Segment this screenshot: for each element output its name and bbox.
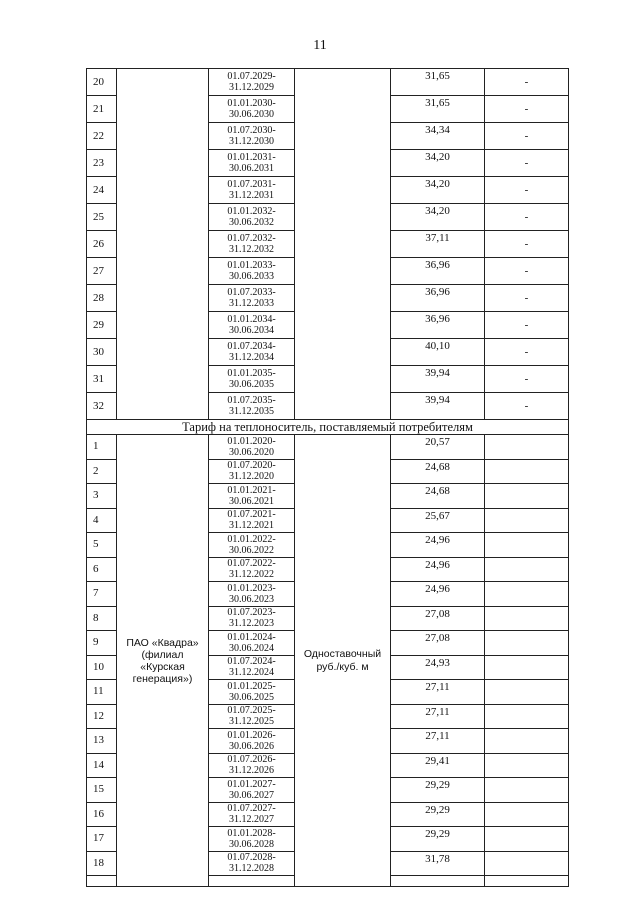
period-cell — [209, 704, 295, 729]
period-end: 31.12.2032 — [229, 244, 274, 255]
period-cell — [209, 393, 295, 420]
row-number — [87, 876, 117, 887]
row-number: 10 — [87, 655, 117, 680]
period-cell — [209, 150, 295, 177]
period-start: 01.07.2021- — [227, 509, 276, 521]
tariff-value: 36,96 — [391, 285, 485, 312]
tariff-value: 36,96 — [391, 258, 485, 285]
unit-line: Одноставочный — [303, 647, 382, 660]
period-cell — [209, 177, 295, 204]
empty-cell — [485, 876, 569, 887]
period-end: 31.12.2030 — [229, 136, 274, 147]
period-cell — [209, 435, 295, 460]
tariff-value: 24,93 — [391, 655, 485, 680]
period-cell — [209, 582, 295, 607]
period-start: 01.07.2026- — [227, 754, 276, 766]
org-cell-continued — [117, 69, 209, 420]
unit-cell-continued — [295, 69, 391, 420]
page-number: 11 — [313, 38, 327, 53]
second-value: - — [485, 123, 569, 150]
period-start: 01.07.2020- — [227, 460, 276, 472]
row-number: 27 — [87, 258, 117, 285]
period-end: 31.12.2021 — [229, 520, 274, 532]
period-cell — [209, 484, 295, 509]
period-start: 01.01.2026- — [227, 729, 276, 741]
period-cell — [209, 729, 295, 754]
row-number: 17 — [87, 827, 117, 852]
organization-cell — [117, 435, 209, 887]
period-start: 01.01.2030- — [227, 98, 276, 109]
period-end: 31.12.2027 — [229, 814, 274, 826]
row-number: 14 — [87, 753, 117, 778]
period-end: 31.12.2024 — [229, 667, 274, 679]
period-end: 30.06.2035 — [229, 379, 274, 390]
tariff-value: 39,94 — [391, 366, 485, 393]
period-start: 01.01.2032- — [227, 206, 276, 217]
empty-cell — [485, 680, 569, 705]
period-end: 31.12.2034 — [229, 352, 274, 363]
tariff-value — [391, 876, 485, 887]
period-cell — [209, 631, 295, 656]
period-end: 31.12.2026 — [229, 765, 274, 777]
period-cell — [209, 96, 295, 123]
second-value: - — [485, 339, 569, 366]
period-end: 31.12.2023 — [229, 618, 274, 630]
tariff-value: 24,68 — [391, 459, 485, 484]
period-cell — [209, 753, 295, 778]
row-number: 1 — [87, 435, 117, 460]
row-number: 29 — [87, 312, 117, 339]
period-end: 30.06.2020 — [229, 446, 274, 458]
tariff-value: 29,41 — [391, 753, 485, 778]
period-end: 30.06.2026 — [229, 740, 274, 752]
org-name-line: «Курская — [140, 660, 185, 673]
second-value: - — [485, 312, 569, 339]
period-start: 01.07.2030- — [227, 125, 276, 136]
row-number: 8 — [87, 606, 117, 631]
row-number: 25 — [87, 204, 117, 231]
org-name-line: ПАО «Квадра» — [126, 636, 199, 649]
period-cell — [209, 312, 295, 339]
row-number: 16 — [87, 802, 117, 827]
period-cell — [209, 339, 295, 366]
row-number: 22 — [87, 123, 117, 150]
empty-cell — [485, 435, 569, 460]
empty-cell — [485, 582, 569, 607]
tariff-value: 27,08 — [391, 606, 485, 631]
period-start: 01.07.2035- — [227, 395, 276, 406]
period-cell — [209, 459, 295, 484]
tariff-value: 29,29 — [391, 827, 485, 852]
period-end: 31.12.2029 — [229, 82, 274, 93]
period-start: 01.07.2022- — [227, 558, 276, 570]
period-start: 01.07.2025- — [227, 705, 276, 717]
period-start: 01.07.2027- — [227, 803, 276, 815]
period-start: 01.07.2031- — [227, 179, 276, 190]
org-name-line: (филиал — [141, 648, 184, 661]
empty-cell — [485, 753, 569, 778]
period-end: 30.06.2021 — [229, 495, 274, 507]
period-cell — [209, 680, 295, 705]
period-end: 30.06.2022 — [229, 544, 274, 556]
tariff-value: 40,10 — [391, 339, 485, 366]
empty-cell — [485, 508, 569, 533]
period-end: 30.06.2025 — [229, 691, 274, 703]
empty-cell — [485, 631, 569, 656]
table-row — [87, 69, 569, 96]
tariff-value: 39,94 — [391, 393, 485, 420]
second-value: - — [485, 150, 569, 177]
section-title: Тариф на теплоноситель, поставляемый потребителям — [87, 420, 569, 435]
period-start: 01.01.2031- — [227, 152, 276, 163]
tariff-value: 34,34 — [391, 123, 485, 150]
row-number: 32 — [87, 393, 117, 420]
row-number: 3 — [87, 484, 117, 509]
section-header-row — [87, 420, 569, 435]
period-end: 30.06.2024 — [229, 642, 274, 654]
period-start: 01.07.2034- — [227, 341, 276, 352]
table-row — [87, 435, 569, 460]
row-number: 31 — [87, 366, 117, 393]
period-cell — [209, 69, 295, 96]
period-start: 01.07.2033- — [227, 287, 276, 298]
empty-cell — [485, 484, 569, 509]
second-value: - — [485, 393, 569, 420]
empty-cell — [485, 851, 569, 876]
tariff-value: 31,65 — [391, 96, 485, 123]
second-value: - — [485, 285, 569, 312]
tariff-value: 24,96 — [391, 557, 485, 582]
tariff-value: 37,11 — [391, 231, 485, 258]
period-end: 30.06.2031 — [229, 163, 274, 174]
row-number: 28 — [87, 285, 117, 312]
tariff-value: 27,11 — [391, 729, 485, 754]
period-end: 30.06.2033 — [229, 271, 274, 282]
period-end: 31.12.2022 — [229, 569, 274, 581]
second-value: - — [485, 231, 569, 258]
tariff-value: 34,20 — [391, 150, 485, 177]
period-start: 01.07.2032- — [227, 233, 276, 244]
row-number: 7 — [87, 582, 117, 607]
empty-cell — [485, 655, 569, 680]
period-start: 01.01.2034- — [227, 314, 276, 325]
period-cell — [209, 778, 295, 803]
period-start: 01.07.2028- — [227, 852, 276, 864]
period-start: 01.01.2021- — [227, 484, 276, 496]
period-end: 31.12.2028 — [229, 863, 274, 875]
tariff-value: 34,20 — [391, 177, 485, 204]
period-end: 30.06.2032 — [229, 217, 274, 228]
row-number: 9 — [87, 631, 117, 656]
tariff-value: 25,67 — [391, 508, 485, 533]
tariff-value: 27,08 — [391, 631, 485, 656]
empty-cell — [485, 459, 569, 484]
row-number: 21 — [87, 96, 117, 123]
period-cell — [209, 655, 295, 680]
row-number: 5 — [87, 533, 117, 558]
period-cell — [209, 557, 295, 582]
period-cell — [209, 123, 295, 150]
period-cell — [209, 827, 295, 852]
period-cell — [209, 508, 295, 533]
period-end: 31.12.2033 — [229, 298, 274, 309]
period-start: 01.01.2027- — [227, 778, 276, 790]
period-cell — [209, 231, 295, 258]
row-number: 23 — [87, 150, 117, 177]
period-cell — [209, 876, 295, 887]
row-number: 11 — [87, 680, 117, 705]
row-number: 13 — [87, 729, 117, 754]
tariff-value: 20,57 — [391, 435, 485, 460]
row-number: 6 — [87, 557, 117, 582]
tariff-table — [86, 68, 569, 887]
empty-cell — [485, 606, 569, 631]
empty-cell — [485, 802, 569, 827]
row-number: 30 — [87, 339, 117, 366]
row-number: 2 — [87, 459, 117, 484]
empty-cell — [485, 533, 569, 558]
second-value: - — [485, 96, 569, 123]
second-value: - — [485, 69, 569, 96]
period-end: 31.12.2031 — [229, 190, 274, 201]
period-start: 01.07.2023- — [227, 607, 276, 619]
tariff-value: 27,11 — [391, 680, 485, 705]
row-number: 20 — [87, 69, 117, 96]
period-start: 01.01.2028- — [227, 827, 276, 839]
period-end: 30.06.2028 — [229, 838, 274, 850]
empty-cell — [485, 827, 569, 852]
second-value: - — [485, 204, 569, 231]
period-end: 31.12.2025 — [229, 716, 274, 728]
tariff-value: 27,11 — [391, 704, 485, 729]
tariff-value: 36,96 — [391, 312, 485, 339]
period-cell — [209, 285, 295, 312]
row-number: 15 — [87, 778, 117, 803]
period-start: 01.01.2020- — [227, 435, 276, 447]
tariff-value: 24,96 — [391, 582, 485, 607]
period-end: 31.12.2020 — [229, 471, 274, 483]
period-start: 01.01.2024- — [227, 631, 276, 643]
period-end: 30.06.2030 — [229, 109, 274, 120]
period-start: 01.01.2023- — [227, 582, 276, 594]
period-start: 01.07.2029- — [227, 71, 276, 82]
second-value: - — [485, 177, 569, 204]
second-value: - — [485, 366, 569, 393]
period-end: 30.06.2027 — [229, 789, 274, 801]
row-number: 26 — [87, 231, 117, 258]
period-cell — [209, 851, 295, 876]
empty-cell — [485, 557, 569, 582]
tariff-value: 24,68 — [391, 484, 485, 509]
period-start: 01.07.2024- — [227, 656, 276, 668]
row-number: 4 — [87, 508, 117, 533]
unit-cell — [295, 435, 391, 887]
tariff-value: 29,29 — [391, 778, 485, 803]
period-start: 01.01.2033- — [227, 260, 276, 271]
row-number: 18 — [87, 851, 117, 876]
period-end: 31.12.2035 — [229, 406, 274, 417]
period-cell — [209, 606, 295, 631]
empty-cell — [485, 778, 569, 803]
empty-cell — [485, 729, 569, 754]
org-name-line: генерация») — [132, 672, 193, 685]
period-cell — [209, 366, 295, 393]
tariff-value: 31,65 — [391, 69, 485, 96]
period-start: 01.01.2022- — [227, 533, 276, 545]
tariff-value: 24,96 — [391, 533, 485, 558]
second-value: - — [485, 258, 569, 285]
period-cell — [209, 802, 295, 827]
period-start: 01.01.2035- — [227, 368, 276, 379]
period-start: 01.01.2025- — [227, 680, 276, 692]
period-cell — [209, 258, 295, 285]
tariff-value: 29,29 — [391, 802, 485, 827]
unit-line: руб./куб. м — [316, 660, 369, 673]
period-cell — [209, 533, 295, 558]
period-end: 30.06.2034 — [229, 325, 274, 336]
period-end: 30.06.2023 — [229, 593, 274, 605]
tariff-value: 34,20 — [391, 204, 485, 231]
tariff-value: 31,78 — [391, 851, 485, 876]
empty-cell — [485, 704, 569, 729]
row-number: 24 — [87, 177, 117, 204]
period-cell — [209, 204, 295, 231]
row-number: 12 — [87, 704, 117, 729]
